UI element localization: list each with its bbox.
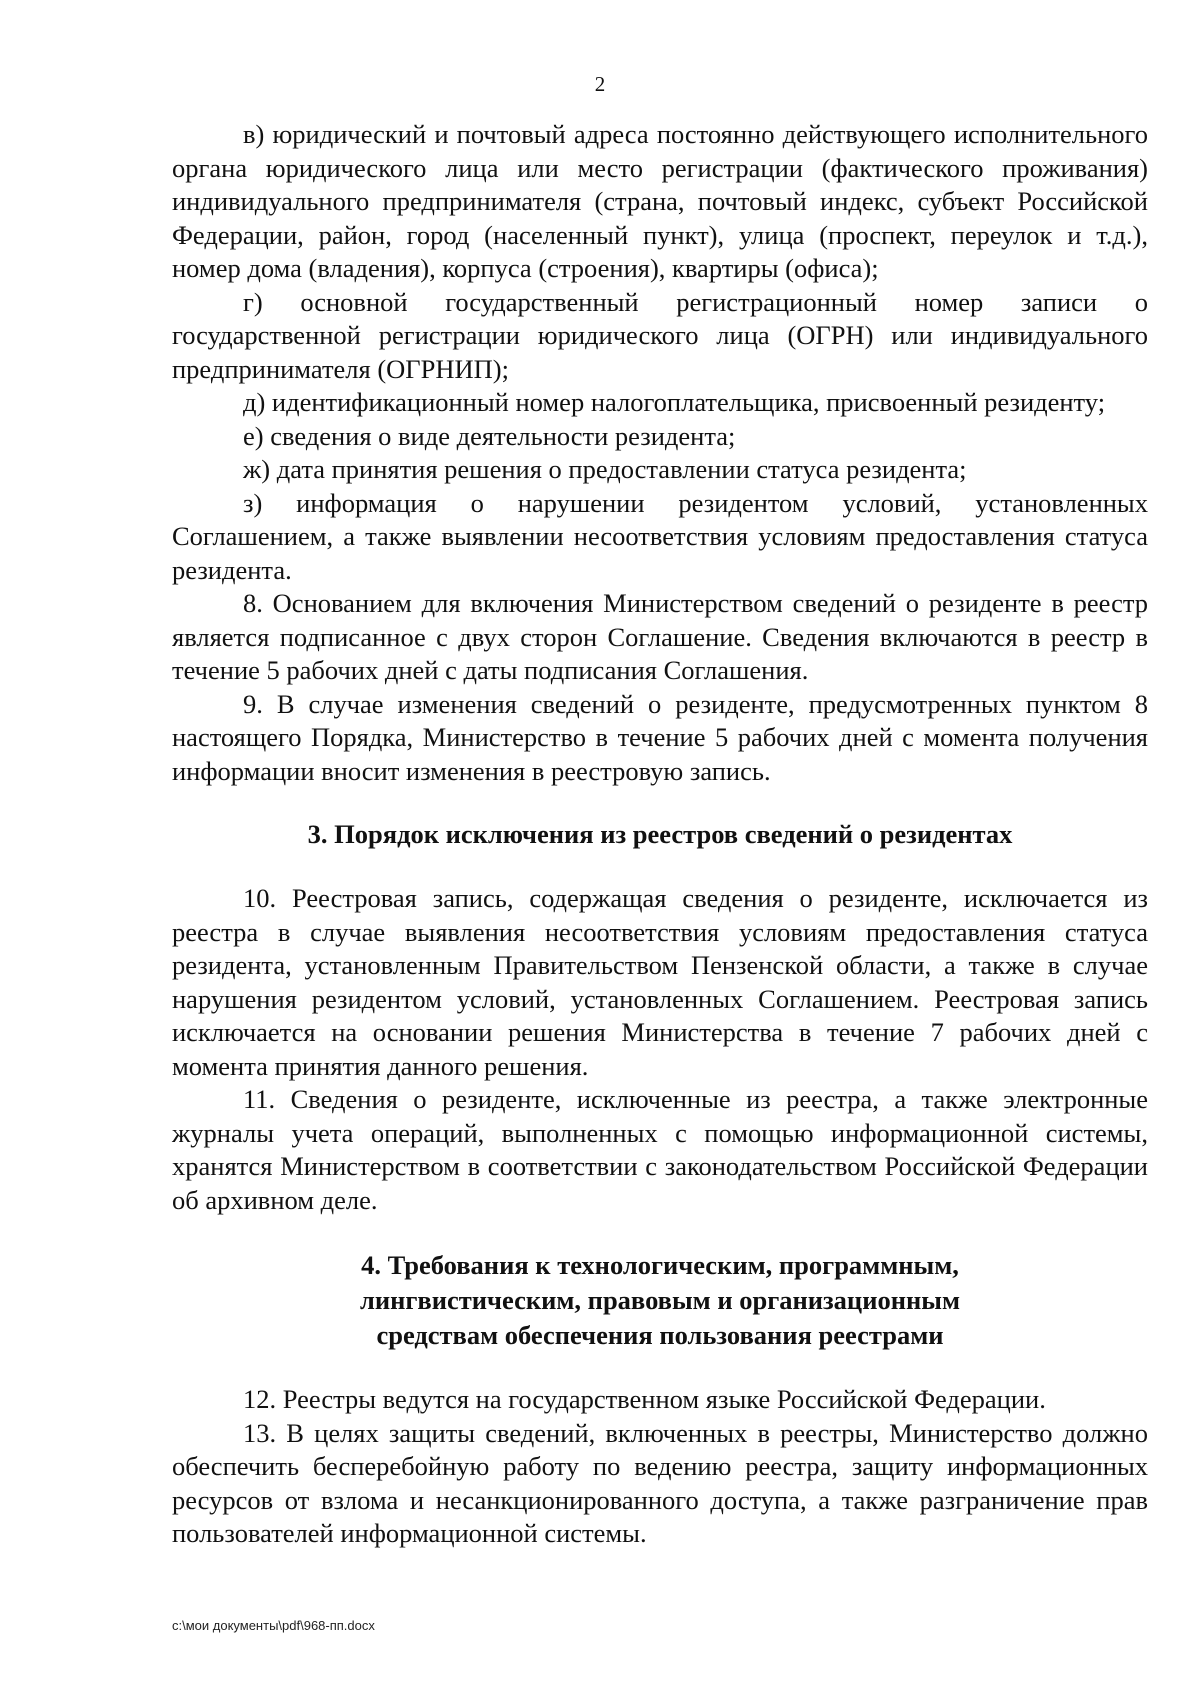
section-4-heading-line: 4. Требования к технологическим, программным, [361,1250,959,1280]
section-4-heading-line: средствам обеспечения пользования реестрами [376,1320,944,1350]
paragraph-clause-12: 12. Реестры ведутся на государственном языке Российской Федерации. [243,1384,1046,1414]
section-4-heading [172,1248,1148,1353]
paragraph-item-e: е) сведения о виде деятельности резидента; [243,420,736,451]
paragraph-item-d: д) идентификационный номер налогоплательщика, присвоенный резиденту; [243,387,1106,417]
paragraph-clause-11: 11. Сведения о резиденте, исключенные из реестра, а также электронные журналы учета операций, выполненных с помощью информационной системы, хранятся Министерством в соответствии с законодательством Российской Федерации об архивном деле. [172,1084,1148,1215]
page-number: 2 [594,72,606,96]
paragraph-item-g: г) основной государственный регистрационный номер записи о государственной регистрации юридического лица (ОГРН) или индивидуального предпринимателя (ОГРНИП); [172,286,1148,384]
section-3-heading: 3. Порядок исключения из реестров сведений о резидентах [307,819,1013,849]
footer-file-path: c:\мои документы\pdf\968-пп.docx [172,1618,375,1633]
section-4-heading-line: лингвистическим, правовым и организационным [359,1285,960,1315]
paragraph-item-v: в) юридический и почтовый адреса постоянно действующего исполнительного органа юридического лица или место регистрации (фактического проживания) индивидуального предпринимателя (страна, почтовый индекс, субъект Российской Федерации, район, город (населенный пункт), улица (проспект, переулок и т.д.), номер дома (владения), корпуса (строения), квартиры (офиса); [172,119,1148,283]
document-body [172,118,1148,1551]
paragraph-item-zh: ж) дата принятия решения о предоставлении статуса резидента; [243,454,967,484]
paragraph-clause-8: 8. Основанием для включения Министерством сведений о резиденте в реестр является подписанное с двух сторон Соглашение. Сведения включаются в реестр в течение 5 рабочих дней с даты подписания Соглашения. [172,588,1148,685]
paragraph-clause-9: 9. В случае изменения сведений о резиденте, предусмотренных пунктом 8 настоящего Порядка, Министерство в течение 5 рабочих дней с момента получения информации вносит изменения в реестровую запись. [172,688,1148,786]
paragraph-item-z: з) информация о нарушении резидентом условий, установленных Соглашением, а также выявлении несоответствия условиям предоставления статуса резидента. [172,487,1148,585]
paragraph-clause-13: 13. В целях защиты сведений, включенных в реестры, Министерство должно обеспечить бесперебойную работу по ведению реестра, защиту информационных ресурсов от взлома и несанкционированного доступа, а также разграничение прав пользователей информационной системы. [172,1417,1148,1548]
paragraph-clause-10: 10. Реестровая запись, содержащая сведения о резиденте, исключается из реестра в случае выявления несоответствия условиям предоставления статуса резидента, установленным Правительством Пензенской области, а также в случае нарушения резидентом условий, установленных Соглашением. Реестровая запись исключается на основании решения Министерства в течение 7 рабочих дней с момента принятия данного решения. [172,883,1148,1081]
